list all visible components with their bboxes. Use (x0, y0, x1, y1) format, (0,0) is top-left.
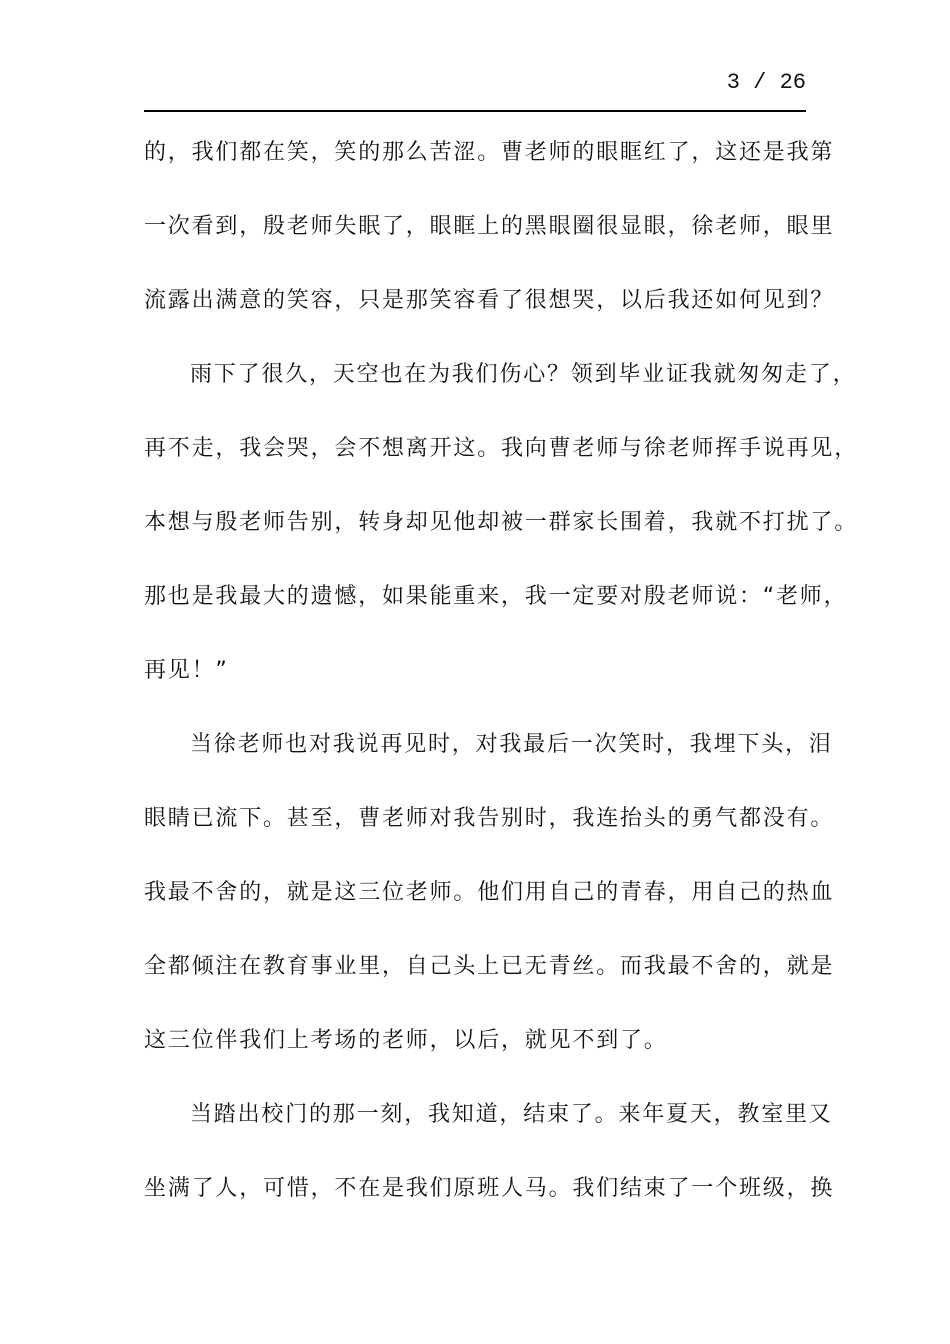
text-line: 本想与殷老师告别，转身却见他却被一群家长围着，我就不打扰了。 (144, 510, 859, 535)
text-line: 流露出满意的笑容，只是那笑容看了很想哭，以后我还如何见到？ (144, 288, 835, 313)
text-line: 那也是我最大的遗憾，如果能重来，我一定要对殷老师说：“老师， (144, 584, 848, 609)
text-line: 当踏出校门的那一刻，我知道，结束了。来年夏天，教室里又 (190, 1102, 833, 1127)
text-line: 这三位伴我们上考场的老师，以后，就见不到了。 (144, 1028, 668, 1053)
page-number: 3 / 26 (726, 70, 806, 95)
text-line: 的，我们都在笑，笑的那么苦涩。曹老师的眼眶红了，这还是我第 (144, 140, 835, 165)
text-line: 我最不舍的，就是这三位老师。他们用自己的青春，用自己的热血 (144, 880, 835, 905)
text-line: 当徐老师也对我说再见时，对我最后一次笑时，我埋下头，泪 (190, 732, 833, 757)
text-line: 全都倾注在教育事业里，自己头上已无青丝。而我最不舍的，就是 (144, 954, 835, 979)
text-line: 一次看到，殷老师失眠了，眼眶上的黑眼圈很显眼，徐老师，眼里 (144, 214, 835, 239)
text-line: 雨下了很久，天空也在为我们伤心？领到毕业证我就匆匆走了， (190, 362, 857, 387)
text-line: 坐满了人，可惜，不在是我们原班人马。我们结束了一个班级，换 (144, 1176, 835, 1201)
text-line: 再见！” (144, 658, 229, 683)
text-line: 再不走，我会哭，会不想离开这。我向曹老师与徐老师挥手说再见， (144, 436, 859, 461)
body-text (144, 130, 859, 1240)
header-rule (144, 110, 806, 112)
text-line: 眼睛已流下。甚至，曹老师对我告别时，我连抬头的勇气都没有。 (144, 806, 835, 831)
